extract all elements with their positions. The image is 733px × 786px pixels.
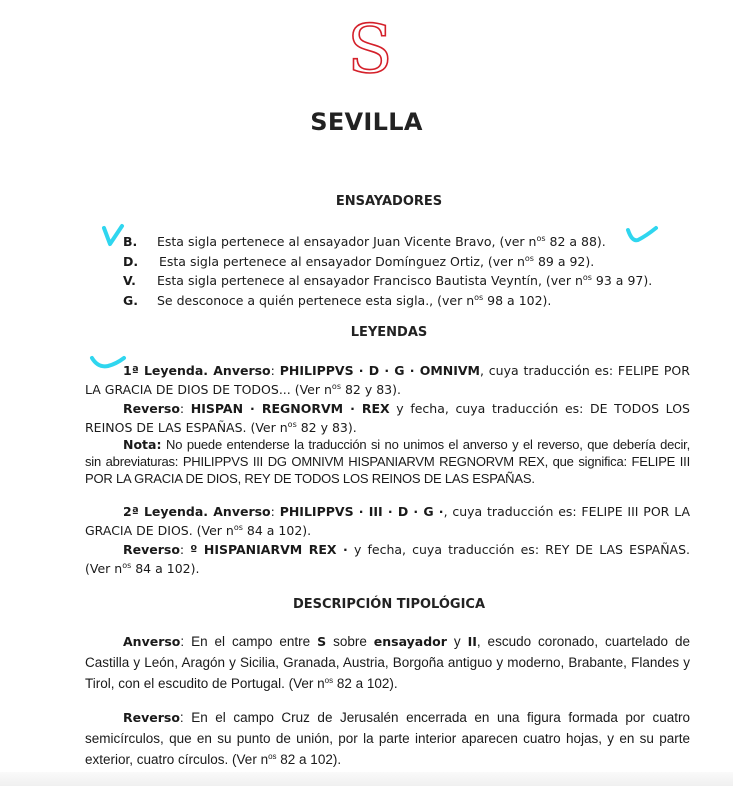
sigla-description: Esta sigla pertenece al ensayador Domínguez Ortiz, (ver $n^{os}$ 89 a 92).: [159, 253, 595, 269]
check-annotation-icon: [624, 222, 660, 248]
sigla-key: G: [123, 292, 134, 308]
heading-leyendas: LEYENDAS: [350, 325, 428, 340]
sigla-description: Esta sigla pertenece al ensayador Juan Vicente Bravo, (ver $n^{os}$ 82 a 88).: [157, 234, 606, 249]
leyenda-2-anverso: 2ª Leyenda. Anverso: PHILIPPVS · III · D · G ·, cuya traducción es: FELIPE III POR LA GRACIA DE DIOS. (Ver $n^{os}$ 84 a 102).: [85, 504, 690, 538]
list-item: D. Esta sigla pertenece al ensayador Domínguez Ortiz, (ver $n^{os}$ 89 a 92).: [123, 252, 652, 272]
check-annotation-icon: [88, 352, 128, 372]
page-bottom-edge: [0, 772, 733, 786]
page-title: SEVILLA: [310, 108, 423, 136]
sigla-key: V: [123, 273, 132, 288]
descripcion-reverso: Reverso: En el campo Cruz de Jerusalén encerrada en una figura formada por cuatro semicírculos, que en su punto de unión, por la parte interior aparecen cuatro hojas, y en su parte exterior, cuatro círculos. (Ver $n^{os}$ 82 a 102).: [85, 710, 690, 767]
descripcion-anverso: Anverso: En el campo entre S sobre ensayador y II, escudo coronado, cuartelado de Castilla y León, Aragón y Sicilia, Granada, Austria, Borgoña antiguo y moderno, Brabante, Flandes y Tirol, con el escudito de Portugal. (Ver $n^{os}$ 82 a 102).: [85, 634, 690, 691]
list-item: G. Se desconoce a quién pertenece esta sigla., (ver $n^{os}$ 98 a 102).: [123, 291, 652, 311]
leyenda-1-reverso: Reverso: HISPAN · REGNORVM · REX y fecha, cuya traducción es: DE TODOS LOS REINOS DE LAS ESPAÑAS. (Ver $n^{os}$ 82 y 83).: [85, 401, 690, 435]
svg-text:S: S: [347, 18, 393, 80]
ensayadores-list: [123, 232, 652, 310]
list-item: V. Esta sigla pertenece al ensayador Francisco Bautista Veyntín, (ver $n^{os}$ 93 a 97).: [123, 271, 652, 291]
leyenda-1-nota: Nota: No puede entenderse la traducción si no unimos el anverso y el reverso, que debería decir, sin abreviaturas: PHILIPPVS III DG OMNIVM HISPANIARVM REGNORVM REX, que significa: FELIPE III POR LA GRACIA DE DIOS, REY DE TODOS LOS REINOS DE LAS ESPAÑAS.: [85, 437, 690, 486]
heading-descripcion-tipologica: DESCRIPCIÓN TIPOLÓGICA: [292, 597, 486, 612]
sigla-description: Se desconoce a quién pertenece esta sigla., (ver $n^{os}$ 98 a 102).: [157, 292, 552, 308]
leyenda-2-reverso: Reverso: º HISPANIARVM REX · y fecha, cuya traducción es: REY DE LAS ESPAÑAS. (Ver $n^{os}$ 84 a 102).: [85, 542, 691, 576]
sigla-key: B: [123, 234, 133, 249]
sigla-description: Esta sigla pertenece al ensayador Francisco Bautista Veyntín, (ver $n^{os}$ 93 a 97).: [157, 273, 653, 288]
heading-ensayadores: ENSAYADORES: [335, 194, 443, 209]
checkmark-annotation-icon: [100, 222, 126, 248]
list-item: B. Esta sigla pertenece al ensayador Juan Vicente Bravo, (ver $n^{os}$ 82 a 88).: [123, 232, 652, 252]
sevilla-s-logo-icon: [340, 18, 400, 80]
leyenda-1-anverso: 1ª Leyenda. Anverso: PHILIPPVS · D · G · OMNIVM, cuya traducción es: FELIPE POR LA GRACIA DE DIOS DE TODOS... (Ver $n^{os}$ 82 y 83).: [85, 363, 690, 397]
sigla-key: D: [123, 253, 134, 269]
